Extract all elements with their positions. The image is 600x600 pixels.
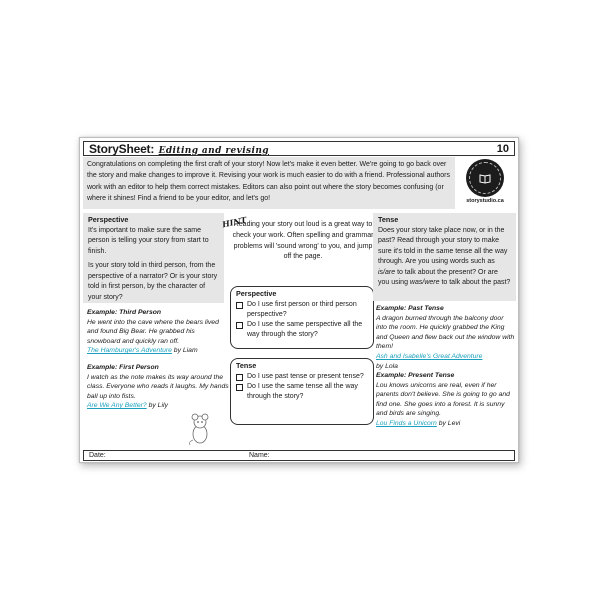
checklist-item[interactable]: Do I use the same tense all the way through the story?	[236, 382, 368, 402]
title-sub: Editing and revising	[158, 145, 269, 156]
mouse-illustration-icon	[187, 412, 213, 446]
perspective-panel	[83, 213, 224, 303]
tense-heading: Tense	[378, 215, 399, 224]
hint-text: Reading your story out loud is a great way to check your work. Often spelling and grammar problems will 'sound wrong' to you, and jump off the page.	[232, 221, 374, 261]
page-title	[89, 140, 269, 158]
example-text: I watch as the note makes its way around the class. Everyone who reads it laughs. My hands ball up into fists.	[87, 373, 229, 400]
example-title: Example: Present Tense	[376, 372, 455, 379]
checklist-heading: Perspective	[236, 289, 277, 298]
date-field[interactable]: Date:	[89, 452, 106, 459]
example-third-person	[87, 308, 229, 356]
story-studio-logo-icon	[466, 159, 504, 197]
perspective-text-1: It's important to make sure the same person is telling your story from start to finish.	[88, 226, 209, 255]
checkbox-icon[interactable]	[236, 374, 243, 381]
story-sheet	[79, 137, 519, 463]
example-first-person	[87, 363, 229, 411]
story-author: by Levi	[436, 419, 461, 427]
tense-text: Does your story take place now, or in the past? Read through your story to make sure it's told in the same tense all the way through. Are you using words such as is/are to talk about the present? Or are you using was/were to talk about the past?	[378, 226, 511, 286]
tense-checklist	[230, 358, 374, 425]
perspective-heading: Perspective	[88, 215, 129, 224]
example-text: Lou knows unicorns are real, even if her parents don't believe. She is going to go and find one. She goes into a forest. It is sunny and birds are singing.	[376, 381, 510, 418]
story-link[interactable]: The Hamburger's Adventure	[87, 347, 172, 355]
title-main: StorySheet:	[89, 141, 155, 156]
checkbox-icon[interactable]	[236, 384, 243, 391]
hint-label: HINT	[221, 214, 248, 230]
story-link[interactable]: Are We Any Better?	[87, 402, 147, 410]
checklist-item[interactable]: Do I use the same perspective all the way through the story?	[236, 320, 368, 340]
intro-text: Congratulations on completing the first craft of your story! Now let's make it even better. We're going to go back over the story and make changes to improve it. Revising your work is much easier to do with a friend. Professional authors work with an editor to help them correct mistakes. Editors can also point out where the story becomes confusing (or where it shines! Find a friend to be your editor, and let's go!	[83, 157, 455, 209]
logo-ring	[469, 162, 501, 194]
example-title: Example: First Person	[87, 364, 159, 371]
story-link[interactable]: Ash and Isabelle's Great Adventure	[376, 352, 483, 360]
example-title: Example: Past Tense	[376, 305, 444, 312]
example-title: Example: Third Person	[87, 309, 162, 316]
footer-bar	[83, 450, 515, 461]
story-author: by Lola	[376, 362, 398, 370]
name-field[interactable]: Name:	[249, 452, 270, 459]
example-past-tense	[376, 304, 516, 371]
checklist-item[interactable]: Do I use first person or third person perspective?	[236, 300, 368, 320]
story-author: by Liam	[171, 347, 198, 355]
page-number: 10	[496, 142, 509, 155]
story-author: by Lily	[146, 402, 168, 410]
checklist-heading: Tense	[236, 361, 257, 370]
title-bar	[83, 141, 515, 156]
perspective-text-2: Is your story told in third person, from the perspective of a narrator? Or is your story told in first person, by the character of your story?	[88, 262, 218, 301]
logo-url: storystudio.ca	[466, 198, 504, 204]
example-text: He went into the cave where the bears lived and found Big Bear. He grabbed his snowboard and quickly ran off.	[87, 318, 219, 345]
tense-panel	[373, 213, 516, 301]
example-text: A dragon burned through the balcony door into the room. He quickly grabbed the King and Queen and flew back out the window with them!	[376, 314, 515, 351]
checklist-item[interactable]: Do I use past tense or present tense?	[236, 372, 368, 382]
checkbox-icon[interactable]	[236, 302, 243, 309]
checkbox-icon[interactable]	[236, 322, 243, 329]
story-link[interactable]: Lou Finds a Unicorn	[376, 419, 437, 427]
example-present-tense	[376, 371, 516, 429]
perspective-checklist	[230, 286, 374, 349]
